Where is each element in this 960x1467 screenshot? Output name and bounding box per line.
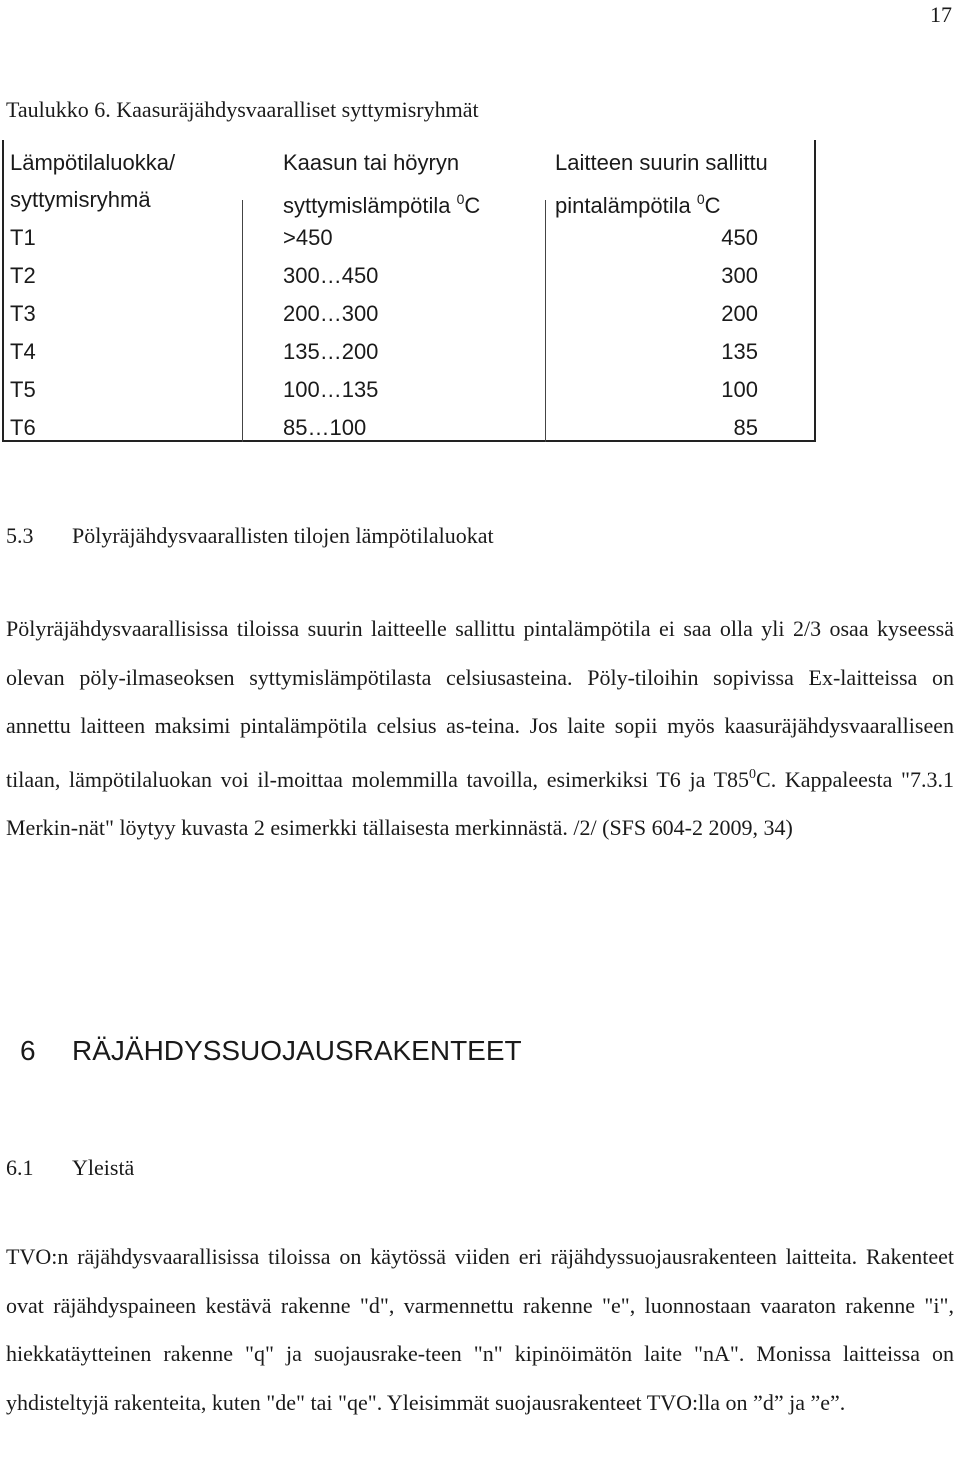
header-col-2: Kaasun tai höyryn syttymislämpötila $^0$C: [283, 150, 481, 218]
page-number: 17: [930, 2, 952, 27]
table-caption: Taulukko 6. Kaasuräjähdysvaaralliset syttymisryhmät: [6, 97, 479, 122]
temperature-class-table: Lämpötilaluokka/ syttymisryhmä Kaasun tai höyryn syttymislämpötila $^0$C Laitteen suurin sallittu pintalämpötila $^0$C T1 >450 450 T2 300…450 300 T3 200…300 200 T4 135…200 135 T5 100…135 100 T6 85…100 85: [2, 140, 816, 442]
column-divider: [545, 200, 546, 442]
chapter-heading-6: 6 RÄJÄHDYSSUOJAUSRAKENTEET: [20, 1035, 522, 1066]
section-6-1-paragraph: TVO:n räjähdysvaarallisissa tiloissa on käytössä viiden eri räjähdyssuojausrakenteen laitteita. Rakenteet ovat räjähdyspaineen kestävä rakenne "d", varmennettu rakenne "e", luonnostaan vaaraton rakenne "i", hiekkatäytteinen rakenne "q" ja suojausrake-teen "n" kipinöimätön laite "nA". Monissa laitteissa on yhdisteltyjä rakenteita, kuten "de" tai "qe". Yleisimmät suojausrakenteet TVO:lla on ”d” ja ”e”.: [6, 1244, 954, 1415]
section-heading-6-1: 6.1 Yleistä: [6, 1155, 135, 1180]
header-col-3: Laitteen suurin sallittu pintalämpötila $^0$C: [555, 150, 768, 218]
section-heading-5-3: 5.3 Pölyräjähdysvaarallisten tilojen lämpötilaluokat: [6, 523, 494, 548]
header-col-1: Lämpötilaluokka/ syttymisryhmä: [10, 150, 176, 212]
section-5-3-paragraph: Pölyräjähdysvaarallisissa tiloissa suurin laitteelle sallittu pintalämpötila ei saa olla yli 2/3 osaa kyseessä olevan pöly-ilmaseoksen syttymislämpötilasta celsiusasteina. Pöly-tiloihin sopivissa Ex-laitteissa on annettu laitteen maksimi pintalämpötila celsius as-teina. Jos laite sopii myös kaasuräjähdysvaaralliseen tilaan, lämpötilaluokan voi il-moittaa molemmilla tavoilla, esimerkiksi T6 ja $T85^0C$. Kappaleesta "7.3.1 Merkin-nät" löytyy kuvasta 2 esimerkki tällaisesta merkinnästä. /2/ (SFS 604-2 2009, 34): [6, 616, 955, 841]
column-divider: [242, 200, 243, 442]
